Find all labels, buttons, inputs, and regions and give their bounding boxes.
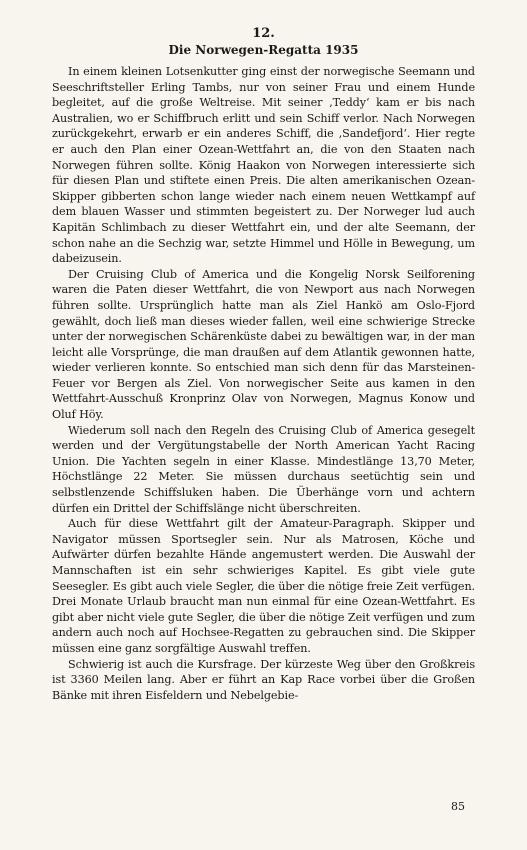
chapter-title: Die Norwegen-Regatta 1935 [168, 43, 359, 57]
paragraph-3: Wiederum soll nach den Regeln des Cruising Club of America gesegelt werden und der Vergütungstabelle der North American Yacht Racing Union. Die Yachten segeln in einer Klasse. Mindestlänge 13,70 Meter, Höchstlänge 22 Meter. Sie müssen durchaus seetüchtig sein und selbstlenzende Schiffsluken haben. Die Überhänge vorn und achtern dürfen ein Drittel der Schiffslänge nicht überschreiten. [52, 423, 475, 515]
page-number: 85 [451, 800, 465, 813]
book-page [52, 26, 475, 703]
paragraph-4: Auch für diese Wettfahrt gilt der Amateur-Paragraph. Skipper und Navigator müssen Sportsegler sein. Nur als Matrosen, Köche und Aufwärter dürfen bezahlte Hände angemustert werden. Die Auswahl der Mannschaften ist ein sehr schwieriges Kapitel. Es gibt viele gute Seesegler. Es gibt auch viele Segler, die über die nötige freie Zeit verfügen. Drei Monate Urlaub braucht man nun einmal für eine Ozean-Wettfahrt. Es gibt aber nicht viele gute Segler, die über die nötige Zeit verfügen und zum andern auch noch auf Hochsee-Regatten zu gebrauchen sind. Die Skipper müssen eine ganz sorgfältige Auswahl treffen. [52, 517, 475, 655]
chapter-number: 12. [252, 26, 275, 41]
paragraph-2: Der Cruising Club of America und die Kongelig Norsk Seilforening waren die Paten dieser Wettfahrt, die von Newport aus nach Norwegen führen sollte. Ursprünglich hatte man als Ziel Hankö am Oslo-Fjord gewählt, doch ließ man dieses wieder fallen, weil eine schwierige Strecke unter der norwegischen Schärenküste dabei zu bewältigen war, in der man leicht alle Vorsprünge, die man draußen auf dem Atlantik gewonnen hatte, wieder verlieren konnte. So entschied man sich denn für das Marsteinen-Feuer vor Bergen als Ziel. Von norwegischer Seite aus kamen in den Wettfahrt-Ausschuß Kronprinz Olav von Norwegen, Magnus Konow und Oluf Höy. [52, 267, 475, 422]
paragraph-1: In einem kleinen Lotsenkutter ging einst der norwegische Seemann und Seeschriftsteller Erling Tambs, nur von seiner Frau und einem Hunde begleitet, auf die große Weltreise. Mit seiner ‚Teddy‘ kam er bis nach Australien, wo er Schiffbruch erlitt und sein Schiff verlor. Nach Norwegen zurückgekehrt, erwarb er ein anderes Schiff, die ‚Sandefjord‘. Hier regte er auch den Plan einer Ozean-Wettfahrt an, die von den Staaten nach Norwegen führen sollte. König Haakon von Norwegen interessierte sich für diesen Plan und stiftete einen Preis. Die alten amerikanischen Ozean-Skipper gibberten schon lange wieder nach einem neuen Wettkampf auf dem blauen Wasser und stimmten begeistert zu. Der Norweger lud auch Kapitän Schlimbach zu dieser Wettfahrt ein, und der alte Seemann, der schon nahe an die Sechzig war, setzte Himmel und Hölle in Bewegung, um dabeizusein. [52, 65, 475, 266]
paragraph-5: Schwierig ist auch die Kursfrage. Der kürzeste Weg über den Großkreis ist 3360 Meilen lang. Aber er führt an Kap Race vorbei über die Großen Bänke mit ihren Eisfeldern und Nebelgebie- [52, 657, 475, 702]
